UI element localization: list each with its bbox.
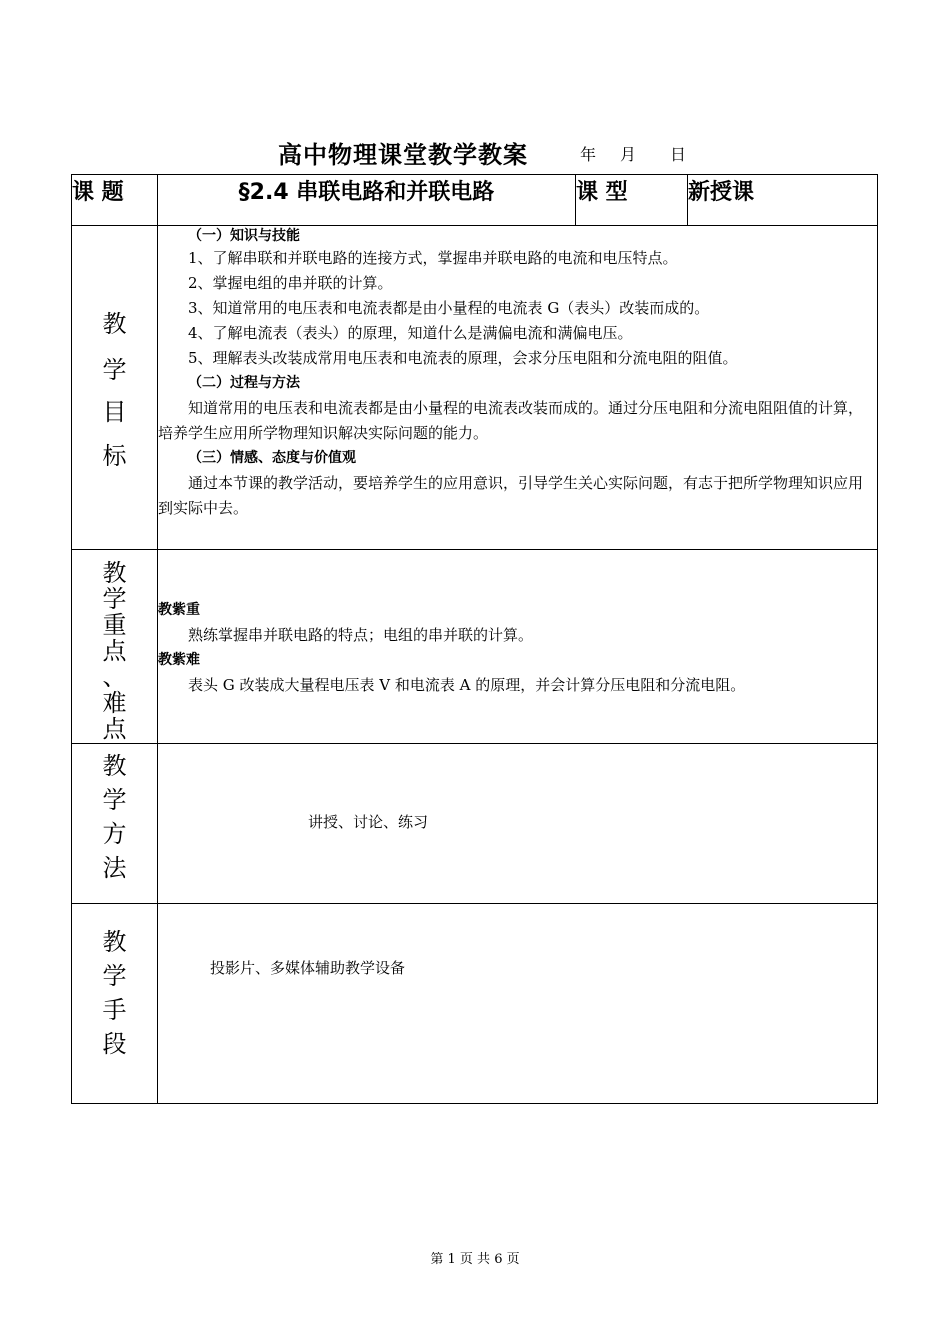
means-label-char: 学 <box>102 962 127 990</box>
means-label <box>72 904 158 1104</box>
keypoints-content <box>158 550 878 744</box>
date-month: 月 <box>620 145 637 164</box>
method-label-char: 学 <box>102 786 127 814</box>
objectives-content <box>158 226 878 550</box>
means-label-char: 段 <box>102 1030 127 1058</box>
method-label-char: 方 <box>102 820 127 848</box>
title-row <box>0 132 950 172</box>
key-point-text: 熟练掌握串并联电路的特点；电组的串并联的计算。 <box>188 626 534 644</box>
means-label-char: 教 <box>102 928 127 956</box>
method-content <box>158 744 878 904</box>
objective-item: 4、了解电流表（表头）的原理，知道什么是满偏电流和满偏电压。 <box>188 324 633 342</box>
keypoints-label-char: 重 <box>102 611 127 639</box>
objective-item: 3、知道常用的电压表和电流表都是由小量程的电流表 G（表头）改装而成的。 <box>188 299 710 317</box>
method-label-char: 教 <box>102 752 127 780</box>
method-label-char: 法 <box>102 854 127 882</box>
page-footer: 第 1 页 共 6 页 <box>430 1252 520 1267</box>
process-text: 知道常用的电压表和电流表都是由小量程的电流表改装而成的。通过分压电阻和分流电阻阻值的计算，培养学生应用所学物理知识解决实际问题的能力。 <box>158 399 864 442</box>
objectives-label-char: 学 <box>102 356 127 384</box>
keypoints-label-char: 、 <box>102 663 127 691</box>
method-text: 讲授、讨论、练习 <box>308 813 429 831</box>
objective-item: 5、理解表头改装成常用电压表和电流表的原理，会求分压电阻和分流电阻的阻值。 <box>188 349 738 367</box>
objective-item: 1、了解串联和并联电路的连接方式，掌握串并联电路的电流和电压特点。 <box>188 249 678 267</box>
means-text: 投影片、多媒体辅助教学设备 <box>210 959 406 977</box>
means-label-char: 手 <box>102 996 127 1024</box>
keypoints-label-char: 点 <box>102 715 127 743</box>
objectives-label-char: 目 <box>102 398 127 426</box>
page-title: 高中物理课堂教学教案 <box>278 141 528 169</box>
date-day: 日 <box>670 145 687 164</box>
header-row <box>72 175 878 226</box>
keypoints-label <box>72 550 158 744</box>
date-year: 年 <box>580 145 597 164</box>
method-label <box>72 744 158 904</box>
lesson-plan-table <box>71 174 878 1104</box>
difficulty-text: 表头 G 改装成大量程电压表 V 和电流表 A 的原理，并会计算分压电阻和分流电阻。 <box>188 676 746 694</box>
topic-label: 课 题 <box>72 175 158 226</box>
means-content <box>158 904 878 1104</box>
keypoints-label-char: 点 <box>102 637 127 665</box>
keypoints-label-char: 教 <box>102 559 127 587</box>
objectives-label-char: 标 <box>102 442 127 470</box>
means-row <box>72 904 878 1104</box>
objectives-row <box>72 226 878 550</box>
objective-item: 2、掌握电组的串并联的计算。 <box>188 274 393 292</box>
attitude-text: 通过本节课的教学活动，要培养学生的应用意识，引导学生关心实际问题，有志于把所学物理知识应用到实际中去。 <box>158 474 864 517</box>
keypoints-label-char: 难 <box>102 689 127 717</box>
key-point-title: 教紫重 <box>158 602 200 618</box>
objectives-section-attitude: （三）情感、态度与价值观 <box>188 450 356 466</box>
keypoints-label-char: 学 <box>102 585 127 613</box>
difficulty-title: 教紫难 <box>158 652 200 668</box>
objectives-label <box>72 226 158 550</box>
method-row <box>72 744 878 904</box>
keypoints-row <box>72 550 878 744</box>
objectives-section-knowledge: （一）知识与技能 <box>188 228 300 244</box>
objectives-label-char: 教 <box>102 310 127 338</box>
objectives-section-process: （二）过程与方法 <box>188 375 300 391</box>
type-value: 新授课 <box>688 175 878 226</box>
type-label: 课 型 <box>576 175 688 226</box>
topic-value: §2.4 串联电路和并联电路 <box>158 175 576 226</box>
